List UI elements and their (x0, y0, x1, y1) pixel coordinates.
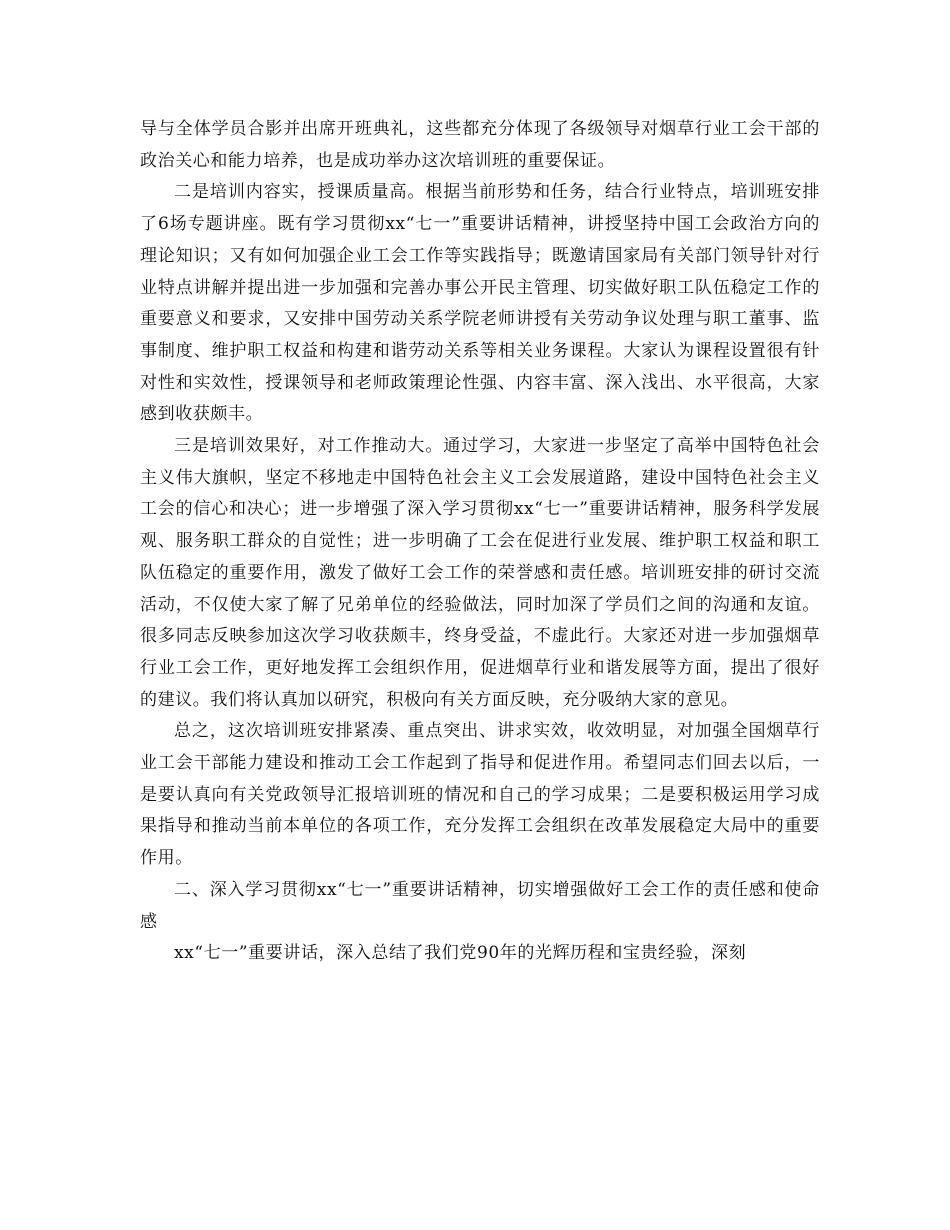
paragraph-training-content: 二是培训内容实，授课质量高。根据当前形势和任务，结合行业特点，培训班安排了6场专题讲座。既有学习贯彻xx“七一”重要讲话精神，讲授坚持中国工会政治方向的理论知识；又有如何加强企业工会工作等实践指导；既邀请国家局有关部门领导针对行业特点讲解并提出进一步加强和完善办事公开民主管理、切实做好职工队伍稳定工作的重要意义和要求，又安排中国劳动关系学院老师讲授有关劳动争议处理与职工董事、监事制度、维护职工权益和构建和谐劳动关系等相关业务课程。大家认为课程设置很有针对性和实效性，授课领导和老师政策理论性强、内容丰富、深入浅出、水平很高，大家感到收获颇丰。 (140, 182, 820, 425)
paragraph-continuation: 导与全体学员合影并出席开班典礼，这些都充分体现了各级领导对烟草行业工会干部的政治关心和能力培养，也是成功举办这次培训班的重要保证。 (140, 119, 820, 171)
paragraph-training-effect: 三是培训效果好，对工作推动大。通过学习，大家进一步坚定了高举中国特色社会主义伟大旗帜，坚定不移地走中国特色社会主义工会发展道路，建设中国特色社会主义工会的信心和决心；进一步增强了深入学习贯彻xx“七一”重要讲话精神，服务科学发展观、服务职工群众的自觉性；进一步明确了工会在促进行业发展、维护职工权益和职工队伍稳定的重要作用，激发了做好工会工作的荣誉感和责任感。培训班安排的研讨交流活动，不仅使大家了解了兄弟单位的经验做法，同时加深了学员们之间的沟通和友谊。很多同志反映参加这次学习收获颇丰，终身受益，不虚此行。大家还对进一步加强烟草行业工会工作，更好地发挥工会组织作用，促进烟草行业和谐发展等方面，提出了很好的建议。我们将认真加以研究，积极向有关方面反映，充分吸纳大家的意见。 (140, 436, 820, 710)
section-heading: 二、深入学习贯彻xx“七一”重要讲话精神，切实增强做好工会工作的责任感和使命感 (140, 879, 820, 932)
paragraph-speech-intro: xx“七一”重要讲话，深入总结了我们党90年的光辉历程和宝贵经验，深刻 (174, 943, 747, 964)
paragraph-summary: 总之，这次培训班安排紧凑、重点突出、讲求实效，收效明显，对加强全国烟草行业工会干部能力建设和推动工会工作起到了指导和促进作用。希望同志们回去以后，一是要认真向有关党政领导汇报培训班的情况和自己的学习成果；二是要积极运用学习成果指导和推动当前本单位的各项工作，充分发挥工会组织在改革发展稳定大局中的重要作用。 (140, 721, 820, 869)
